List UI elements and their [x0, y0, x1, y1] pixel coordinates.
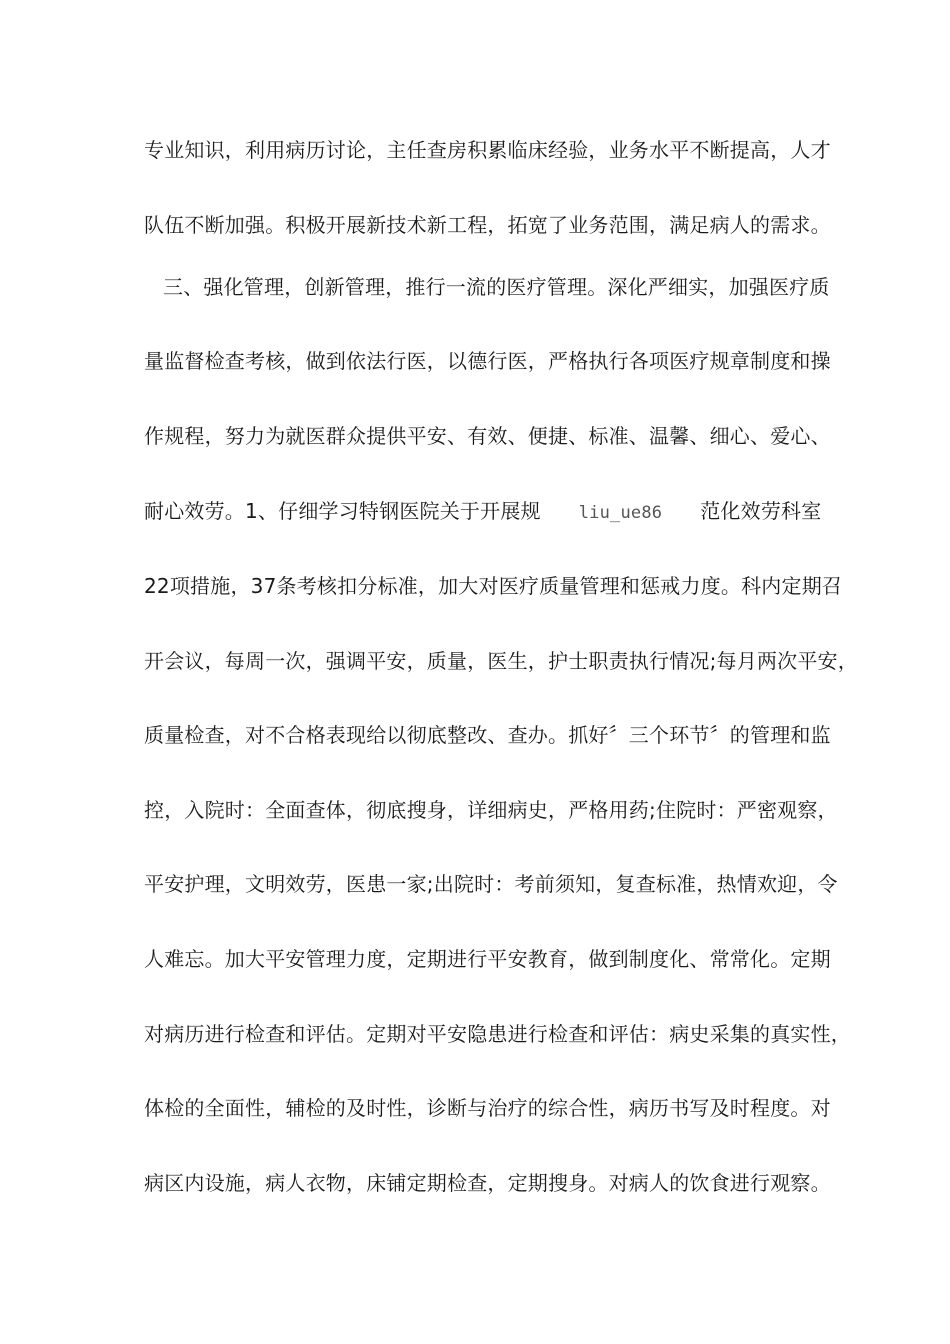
paragraph-line-11: 平安护理，文明效劳，医患一家;出院时：考前须知，复查标准，热情欢迎，令: [144, 872, 838, 896]
line-6-text-after: 范化效劳科室: [700, 499, 822, 523]
paragraph-line-1: 专业知识，利用病历讨论，主任查房积累临床经验，业务水平不断提高，人才: [144, 138, 831, 162]
paragraph-line-15: 病区内设施，病人衣物，床铺定期检查，定期搜身。对病人的饮食进行观察。: [144, 1171, 831, 1195]
paragraph-line-5: 作规程，努力为就医群众提供平安、有效、便捷、标准、温馨、细心、爱心、: [144, 424, 831, 448]
line-6-text-before: 耐心效劳。1、仔细学习特钢医院关于开展规: [144, 499, 541, 523]
paragraph-line-3: 三、强化管理，创新管理，推行一流的医疗管理。深化严细实，加强医疗质: [163, 275, 830, 299]
paragraph-line-7: 22项措施，37条考核扣分标准，加大对医疗质量管理和惩戒力度。科内定期召: [144, 574, 843, 598]
paragraph-line-4: 量监督检查考核，做到依法行医，以德行医，严格执行各项医疗规章制度和操: [144, 349, 831, 373]
paragraph-line-13: 对病历进行检查和评估。定期对平安隐患进行检查和评估：病史采集的真实性，: [144, 1022, 851, 1046]
paragraph-line-9: 质量检查，对不合格表现给以彻底整改、查办。抓好〞三个环节〞的管理和监: [144, 723, 831, 747]
paragraph-line-8: 开会议，每周一次，强调平安，质量，医生，护士职责执行情况;每月两次平安，: [144, 649, 858, 673]
paragraph-line-6: [144, 495, 824, 527]
watermark-text: liu_ue86: [578, 503, 663, 523]
paragraph-line-10: 控，入院时：全面查体，彻底搜身，详细病史，严格用药;住院时：严密观察，: [144, 798, 838, 822]
paragraph-line-14: 体检的全面性，辅检的及时性，诊断与治疗的综合性，病历书写及时程度。对: [144, 1096, 831, 1120]
paragraph-line-2: 队伍不断加强。积极开展新技术新工程，拓宽了业务范围，满足病人的需求。: [144, 213, 831, 237]
paragraph-line-12: 人难忘。加大平安管理力度，定期进行平安教育，做到制度化、常常化。定期: [144, 947, 831, 971]
